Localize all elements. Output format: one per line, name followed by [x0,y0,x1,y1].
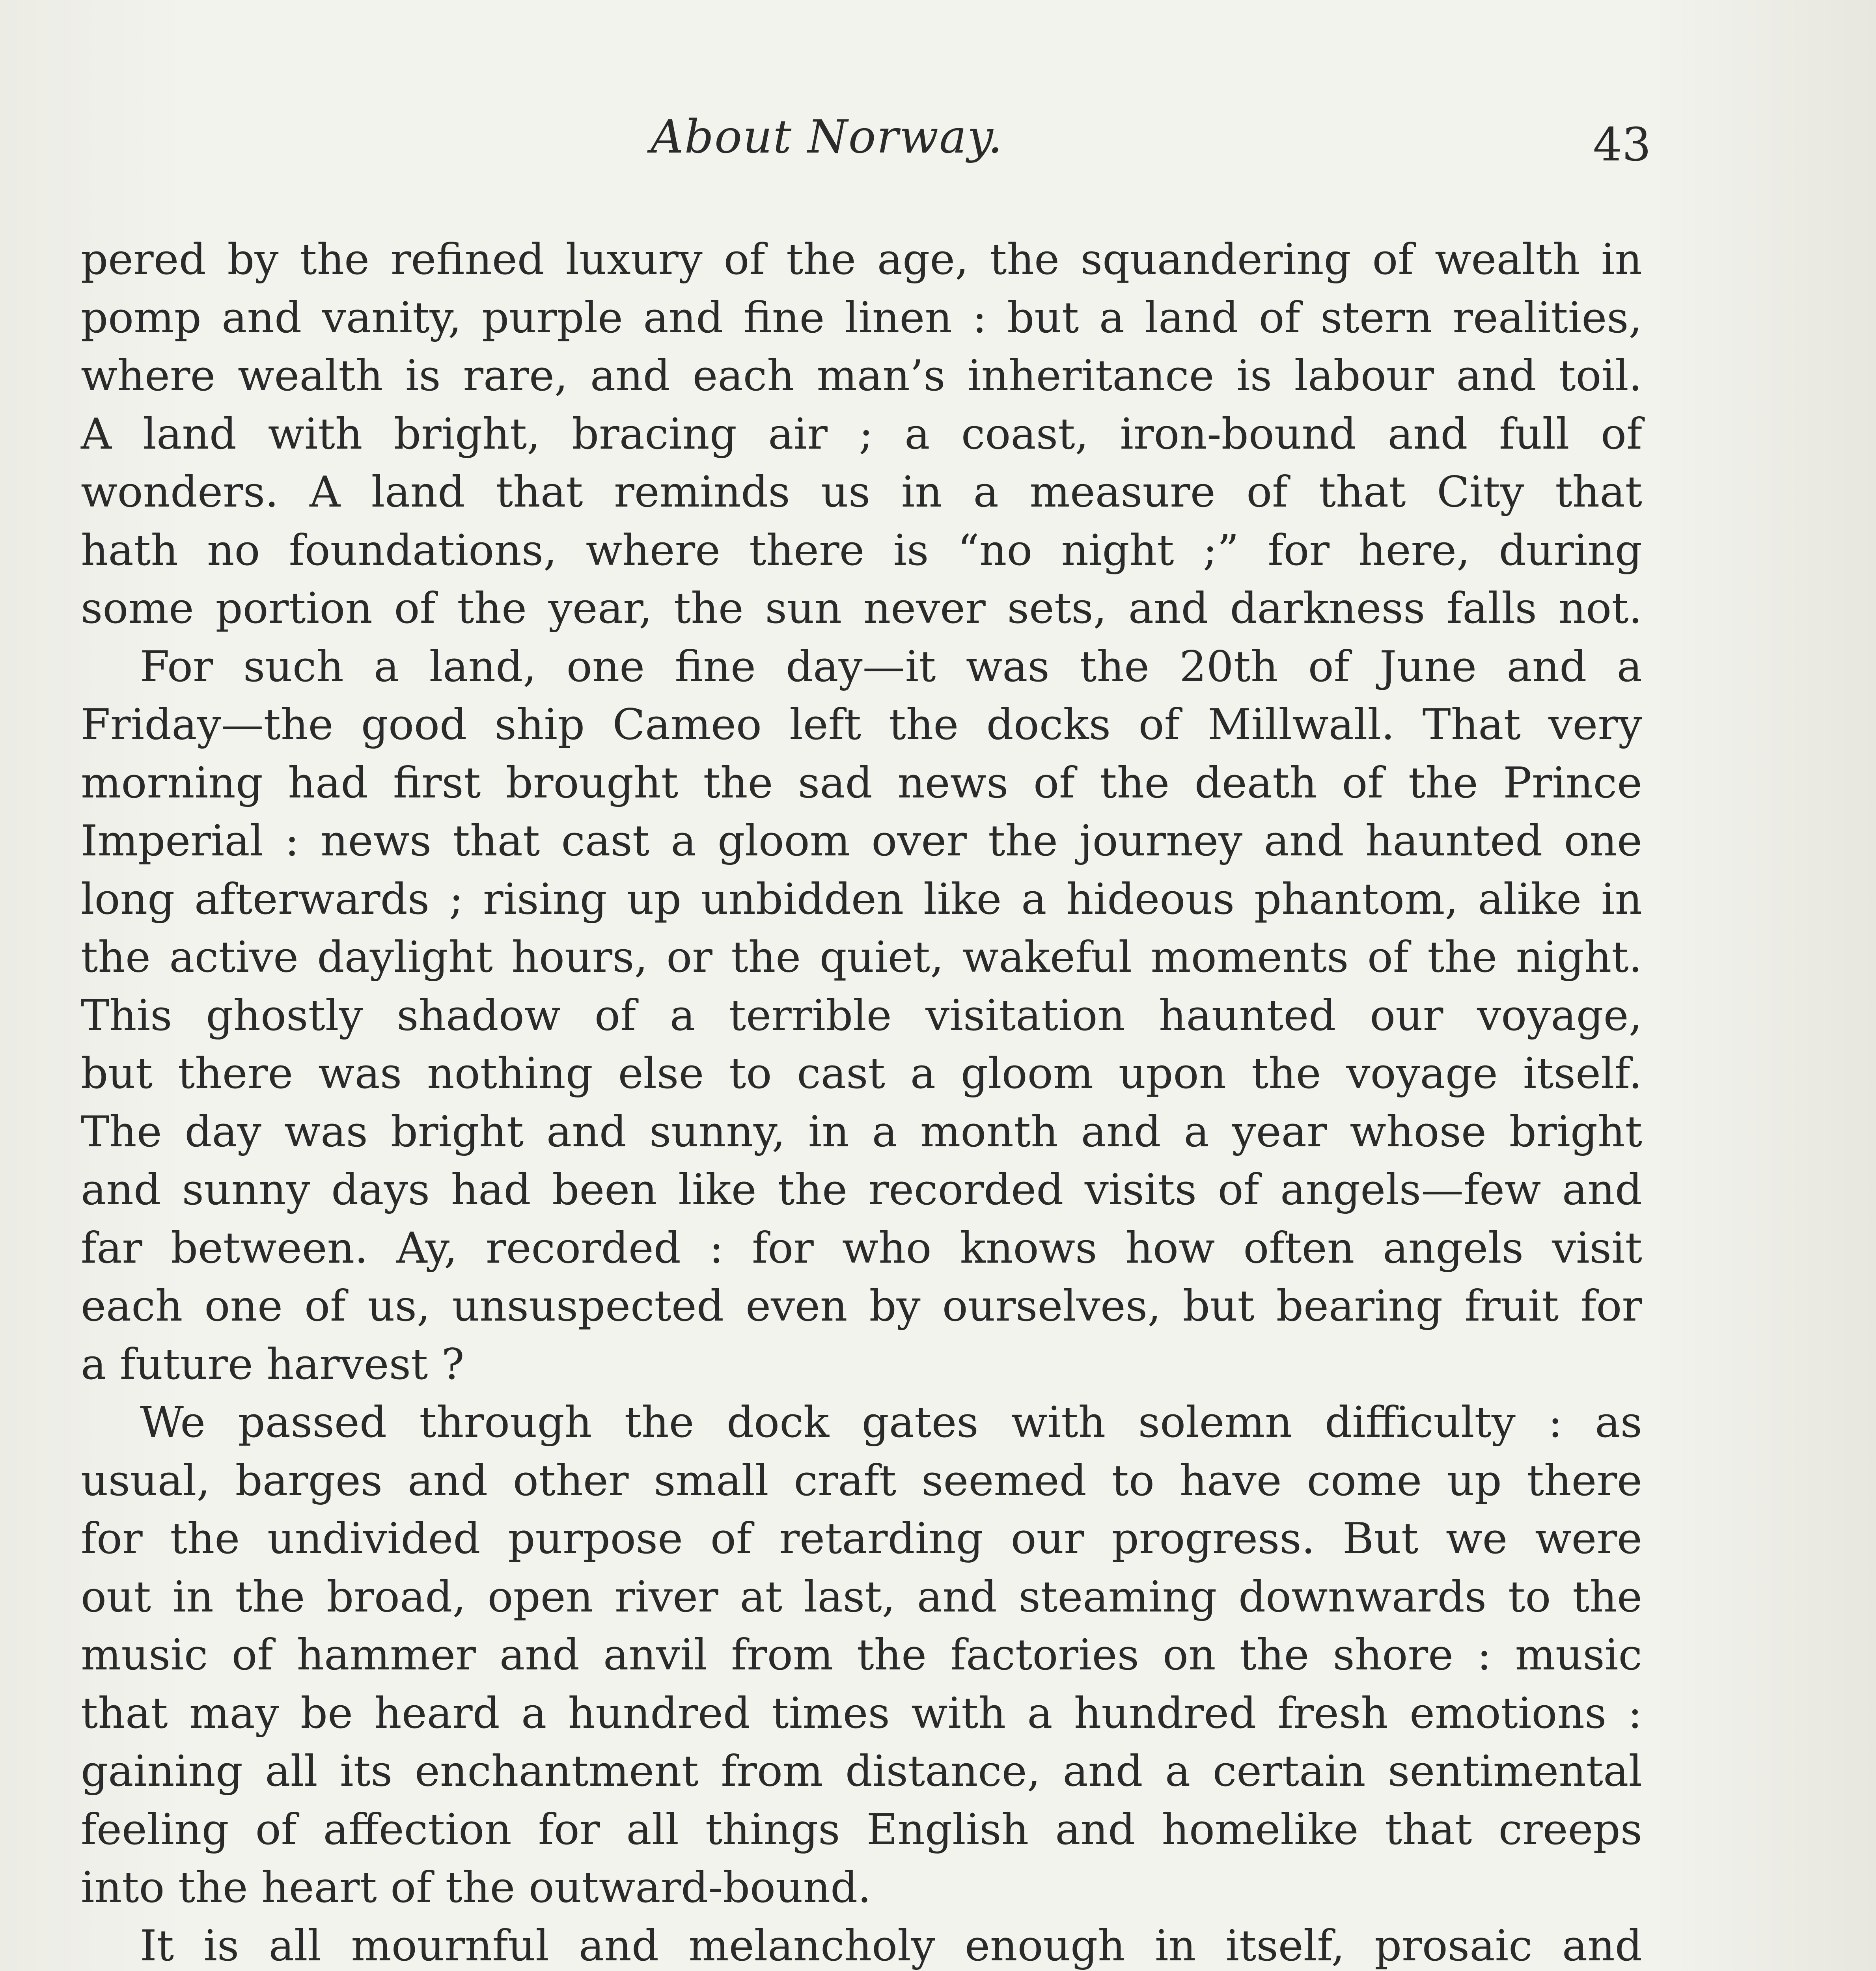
running-title: About Norway. [651,110,1003,164]
paragraph [81,231,1642,638]
text-line: a future harvest ? [81,1339,464,1389]
text-line: and sunny days had been like the recorded visits of angels—few and [81,1165,1642,1215]
paragraph [81,1917,1642,1971]
text-line: but there was nothing else to cast a gloom upon the voyage itself. [81,1049,1642,1098]
paragraph [81,1393,1642,1917]
page-number: 43 [1593,118,1651,171]
text-line: For such a land, one fine day—it was the 20th of June and a [140,642,1642,691]
text-line: each one of us, unsuspected even by ourselves, but bearing fruit for [81,1282,1642,1331]
text-line: pomp and vanity, purple and fine linen : but a land of stern realities, [81,293,1642,343]
text-line: It is all mournful and melancholy enough in itself, prosaic and [140,1921,1642,1971]
text-line: into the heart of the outward-bound. [81,1863,871,1912]
text-line: Friday—the good ship Cameo left the docks of Millwall. That very [81,700,1642,749]
text-line: A land with bright, bracing air ; a coast, iron-bound and full of [81,409,1642,459]
text-line: far between. Ay, recorded : for who knows how often angels visit [81,1223,1642,1273]
text-line: wonders. A land that reminds us in a measure of that City that [81,468,1642,517]
paragraph [81,638,1642,1394]
text-line: feeling of affection for all things English and homelike that creeps [81,1805,1642,1854]
text-line: music of hammer and anvil from the factories on the shore : music [81,1630,1642,1680]
text-line: gaining all its enchantment from distance, and a certain sentimental [81,1747,1642,1796]
text-line: hath no foundations, where there is “no night ;” for here, during [81,525,1642,575]
text-line: out in the broad, open river at last, and steaming downwards to the [81,1572,1642,1622]
text-line: where wealth is rare, and each man’s inheritance is labour and toil. [81,351,1642,401]
text-line: This ghostly shadow of a terrible visitation haunted our voyage, [81,991,1642,1040]
text-line: usual, barges and other small craft seemed to have come up there [81,1456,1642,1505]
text-line: pered by the refined luxury of the age, the squandering of wealth in [81,235,1642,284]
text-line: We passed through the dock gates with solemn difficulty : as [140,1398,1642,1447]
body-text [81,231,1642,1971]
text-line: some portion of the year, the sun never sets, and darkness falls not. [81,584,1642,633]
text-line: for the undivided purpose of retarding our progress. But we were [81,1514,1642,1563]
text-line: morning had first brought the sad news of the death of the Prince [81,758,1642,808]
text-line: long afterwards ; rising up unbidden like a hideous phantom, alike in [81,874,1642,924]
text-line: The day was bright and sunny, in a month and a year whose bright [81,1107,1642,1157]
text-line: that may be heard a hundred times with a hundred fresh emotions : [81,1688,1642,1738]
text-line: the active daylight hours, or the quiet, wakeful moments of the night. [81,933,1642,982]
text-line: Imperial : news that cast a gloom over the journey and haunted one [81,816,1642,866]
